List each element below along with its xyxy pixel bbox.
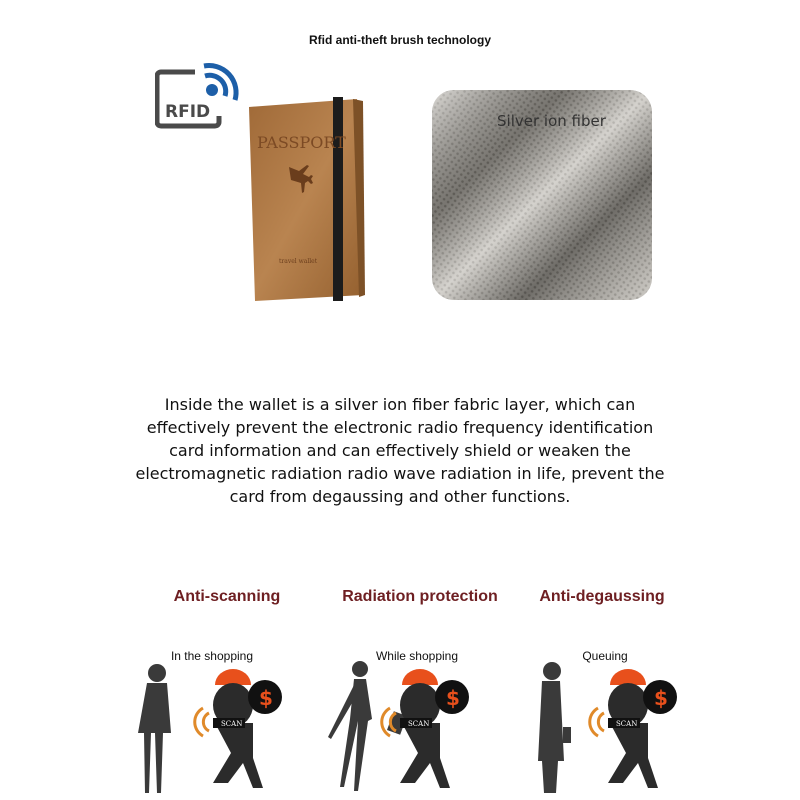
- svg-text:PASSPORT: PASSPORT: [257, 133, 346, 152]
- rfid-logo: [155, 60, 241, 130]
- svg-text:SCAN: SCAN: [408, 720, 430, 728]
- scene-label: While shopping: [375, 649, 459, 663]
- description-line: card from degaussing and other functions.: [229, 487, 571, 506]
- anti-scanning-illustration: [135, 655, 305, 795]
- svg-text:travel wallet: travel wallet: [279, 258, 318, 265]
- scene-label: Queuing: [582, 649, 628, 663]
- scene-label: In the shopping: [170, 649, 254, 663]
- svg-text:SCAN: SCAN: [616, 720, 638, 728]
- thief-icon: [400, 669, 469, 788]
- svg-text:$: $: [446, 686, 460, 710]
- description-line: effectively prevent the electronic radio frequency identification: [146, 418, 654, 437]
- page-title: Rfid anti-theft brush technology: [309, 33, 491, 47]
- thief-icon: [608, 669, 677, 788]
- woman-walking-silhouette-icon: [328, 661, 407, 791]
- fabric-label: Silver ion fiber: [497, 112, 606, 130]
- description: [100, 393, 700, 508]
- signal-waves-icon: [590, 708, 604, 736]
- svg-text:RFID: RFID: [165, 102, 211, 122]
- description-line: Inside the wallet is a silver ion fiber fabric layer, which can: [164, 395, 636, 414]
- description-line: electromagnetic radiation radio wave radiation in life, prevent the: [135, 464, 665, 483]
- signal-waves-icon: [195, 708, 209, 736]
- svg-text:$: $: [654, 686, 668, 710]
- description-line: card information and can effectively shield or weaken the: [169, 441, 631, 460]
- svg-text:$: $: [259, 686, 273, 710]
- thief-icon: [213, 669, 282, 788]
- feature-title-radiation-protection: Radiation protection: [342, 588, 498, 605]
- passport-wallet-image: [245, 95, 367, 305]
- feature-title-anti-degaussing: Anti-degaussing: [539, 588, 665, 605]
- anti-degaussing-illustration: [530, 655, 700, 795]
- feature-title-anti-scanning: Anti-scanning: [173, 588, 281, 605]
- woman-silhouette-icon: [138, 664, 171, 793]
- person-standing-silhouette-icon: [538, 662, 571, 793]
- radiation-protection-illustration: [322, 655, 492, 795]
- svg-text:SCAN: SCAN: [221, 720, 243, 728]
